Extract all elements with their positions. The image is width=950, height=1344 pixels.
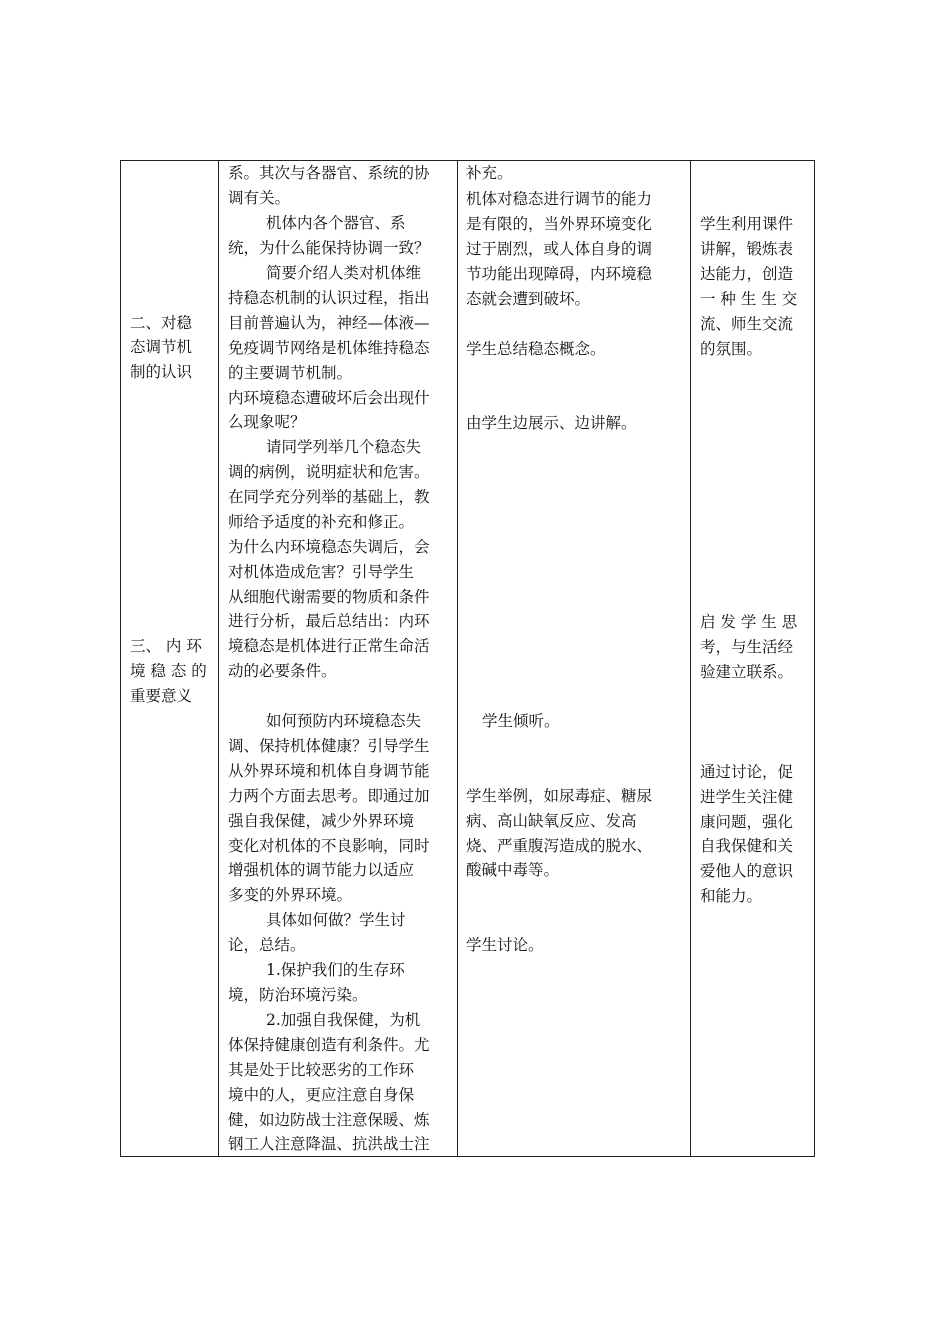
teacher-activity-line: 师给予适度的补充和修正。 xyxy=(228,513,415,531)
design-intent-line: 讲解，锻炼表 xyxy=(700,240,794,258)
teacher-activity-line: 对机体造成危害？引导学生 xyxy=(228,563,415,581)
section-label-line: 境 稳 态 的 xyxy=(130,662,207,680)
teacher-activity-line: 钢工人注意降温、抗洪战士注 xyxy=(228,1135,430,1153)
teacher-activity-line: 调有关。 xyxy=(228,189,291,207)
teacher-activity-line: 简要介绍人类对机体维 xyxy=(266,264,422,282)
teacher-activity-line: 变化对机体的不良影响，同时 xyxy=(228,837,430,855)
teacher-activity-line: 从外界环境和机体自身调节能 xyxy=(228,762,430,780)
design-intent-line: 启 发 学 生 思 xyxy=(700,613,798,631)
teacher-activity-line: 境稳态是机体进行正常生命活 xyxy=(228,637,430,655)
teacher-activity-line: 调、保持机体健康？引导学生 xyxy=(228,737,430,755)
student-activity-line: 学生倾听。 xyxy=(482,712,560,730)
design-intent-line: 通过讨论，促 xyxy=(700,763,794,781)
section-label-line: 重要意义 xyxy=(130,687,193,705)
teacher-activity-line: 为什么内环境稳态失调后，会 xyxy=(228,538,430,556)
teacher-activity-line: 多变的外界环境。 xyxy=(228,886,353,904)
student-activity-line: 由学生边展示、边讲解。 xyxy=(466,414,637,432)
student-activity-line: 学生举例，如尿毒症、糖尿 xyxy=(466,787,653,805)
section-label-line: 三、 内 环 xyxy=(130,637,202,655)
design-intent-line: 考，与生活经 xyxy=(700,638,794,656)
teacher-activity-line: 如何预防内环境稳态失 xyxy=(266,712,422,730)
teacher-activity-line: 健，如边防战士注意保暖、炼 xyxy=(228,1111,430,1129)
column-divider-2 xyxy=(457,161,458,1156)
student-activity-line: 学生讨论。 xyxy=(466,936,544,954)
teacher-activity-line: 调的病例，说明症状和危害。 xyxy=(228,463,430,481)
teacher-activity-line: 增强机体的调节能力以适应 xyxy=(228,861,415,879)
teacher-activity-line: 境，防治环境污染。 xyxy=(228,986,368,1004)
student-activity-line: 态就会遭到破坏。 xyxy=(466,290,591,308)
section-label-line: 制的认识 xyxy=(130,363,193,381)
student-activity-line: 机体对稳态进行调节的能力 xyxy=(466,190,653,208)
student-activity-line: 烧、严重腹泻造成的脱水、 xyxy=(466,837,653,855)
student-activity-line: 过于剧烈，或人体自身的调 xyxy=(466,240,653,258)
teacher-activity-line: 动的必要条件。 xyxy=(228,662,337,680)
teacher-activity-line: 论，总结。 xyxy=(228,936,306,954)
design-intent-line: 自我保健和关 xyxy=(700,837,794,855)
design-intent-line: 验建立联系。 xyxy=(700,663,794,681)
teacher-activity-line: 内环境稳态遭破坏后会出现什 xyxy=(228,389,430,407)
teacher-activity-line: 具体如何做？学生讨 xyxy=(266,911,406,929)
teacher-activity-line: 境中的人，更应注意自身保 xyxy=(228,1086,415,1104)
teacher-activity-line: 机体内各个器官、系 xyxy=(266,214,406,232)
teacher-activity-line: 持稳态机制的认识过程，指出 xyxy=(228,289,430,307)
student-activity-line: 节功能出现障碍，内环境稳 xyxy=(466,265,653,283)
section-label-line: 二、对稳 xyxy=(130,314,193,332)
teacher-activity-line: 么现象呢？ xyxy=(228,413,306,431)
student-activity-line: 学生总结稳态概念。 xyxy=(466,340,606,358)
teacher-activity-line: 力两个方面去思考。即通过加 xyxy=(228,787,430,805)
student-activity-line: 病、高山缺氧反应、发高 xyxy=(466,812,637,830)
teacher-activity-line: 2.加强自我保健，为机 xyxy=(266,1011,421,1029)
design-intent-line: 达能力，创造 xyxy=(700,265,794,283)
student-activity-line: 是有限的，当外界环境变化 xyxy=(466,215,653,233)
teacher-activity-line: 体保持健康创造有利条件。尤 xyxy=(228,1036,430,1054)
design-intent-line: 进学生关注健 xyxy=(700,788,794,806)
design-intent-line: 爱他人的意识 xyxy=(700,862,794,880)
design-intent-line: 一 种 生 生 交 xyxy=(700,290,798,308)
student-activity-line: 酸碱中毒等。 xyxy=(466,861,560,879)
design-intent-line: 的氛围。 xyxy=(700,340,763,358)
column-divider-1 xyxy=(218,161,219,1156)
design-intent-line: 和能力。 xyxy=(700,887,763,905)
teacher-activity-line: 目前普遍认为，神经—体液— xyxy=(228,314,430,332)
teacher-activity-line: 进行分析，最后总结出：内环 xyxy=(228,612,430,630)
design-intent-line: 流、师生交流 xyxy=(700,315,794,333)
teacher-activity-line: 强自我保健，减少外界环境 xyxy=(228,812,415,830)
teacher-activity-line: 1.保护我们的生存环 xyxy=(266,961,405,979)
teacher-activity-line: 免疫调节网络是机体维持稳态 xyxy=(228,339,430,357)
design-intent-line: 康问题，强化 xyxy=(700,813,794,831)
design-intent-line: 学生利用课件 xyxy=(700,215,794,233)
teacher-activity-line: 的主要调节机制。 xyxy=(228,364,353,382)
student-activity-line: 补充。 xyxy=(466,164,513,182)
teacher-activity-line: 系。其次与各器官、系统的协 xyxy=(228,164,430,182)
teacher-activity-line: 从细胞代谢需要的物质和条件 xyxy=(228,588,430,606)
teacher-activity-line: 其是处于比较恶劣的工作环 xyxy=(228,1061,415,1079)
teacher-activity-line: 在同学充分列举的基础上，教 xyxy=(228,488,430,506)
column-divider-3 xyxy=(690,161,691,1156)
section-label-line: 态调节机 xyxy=(130,338,193,356)
teacher-activity-line: 统，为什么能保持协调一致？ xyxy=(228,239,430,257)
teacher-activity-line: 请同学列举几个稳态失 xyxy=(266,438,422,456)
